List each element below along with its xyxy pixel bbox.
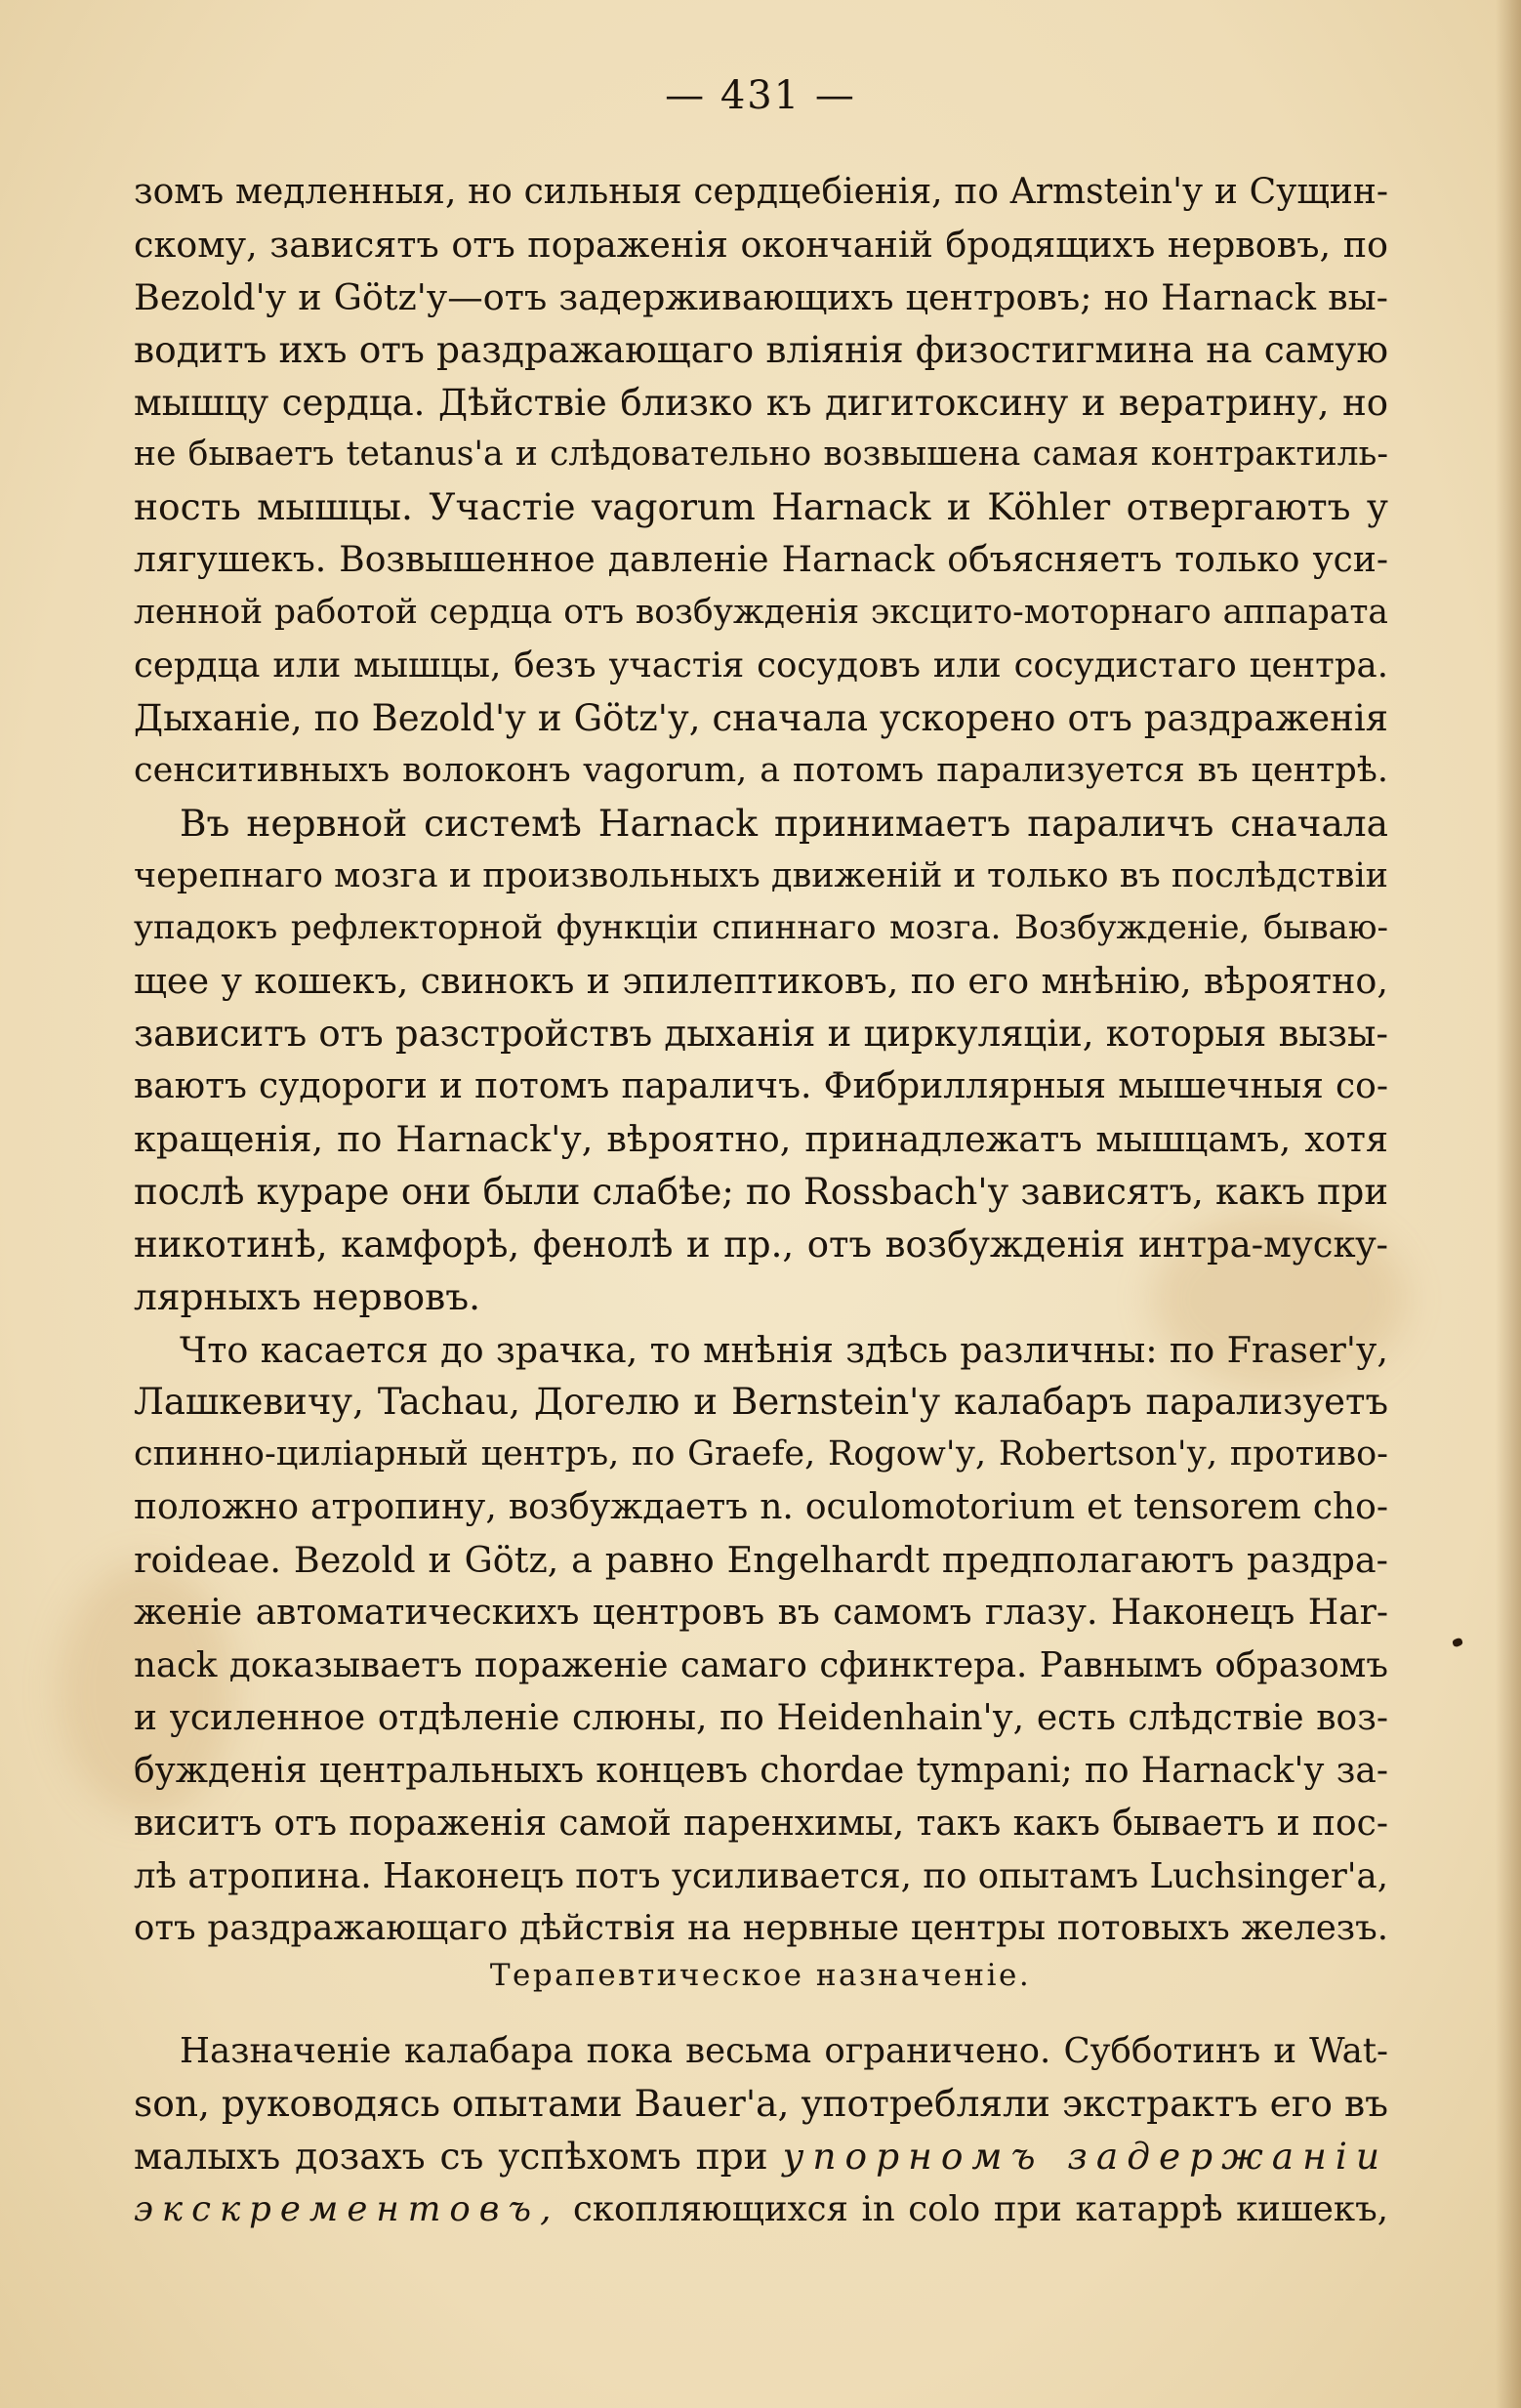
text-line: не бываетъ tetanus'а и слѣдовательно возвышена самая контрактиль- xyxy=(134,435,1388,475)
text-line: Bezold'у и Götz'у—отъ задерживающихъ центровъ; но Harnack вы- xyxy=(134,275,1388,318)
text-line: Лашкевичу, Tachau, Догелю и Bernstein'у калабаръ парализуетъ xyxy=(134,1381,1388,1424)
paragraph-first-line: Въ нервной системѣ Harnack принимаетъ параличъ сначала xyxy=(180,801,1388,845)
text-line: nack доказываетъ пораженіе самаго сфинктера. Равнымъ образомъ xyxy=(134,1644,1388,1685)
text-line: сердца или мышцы, безъ участія сосудовъ или сосудистаго центра. xyxy=(134,645,1388,686)
text-line: виситъ отъ пораженія самой паренхимы, такъ какъ бываетъ и пос- xyxy=(134,1803,1388,1844)
paragraph-first-line: Что касается до зрачка, то мнѣнія здѣсь различны: по Fraser'у, xyxy=(180,1328,1388,1371)
text-line: бужденія центральныхъ концевъ chordae tympani; по Harnack'у за- xyxy=(134,1750,1388,1791)
text-line: сенситивныхъ волоконъ vagorum, а потомъ парализуется въ центрѣ. xyxy=(134,750,1388,790)
text-line: положно атропину, возбуждаетъ n. oculomotorium et tensorem cho- xyxy=(134,1487,1388,1528)
text-line: зависитъ отъ разстройствъ дыханія и циркуляціи, которыя вызы- xyxy=(134,1013,1388,1056)
text-line: зомъ медленныя, но сильныя сердцебіенія, по Armstein'у и Сущин- xyxy=(134,172,1388,212)
text-line: кращенія, по Harnack'у, вѣроятно, принадлежатъ мышцамъ, хотя xyxy=(134,1118,1388,1161)
text-run: малыхъ дозахъ съ успѣхомъ при xyxy=(134,2134,768,2178)
text-line: послѣ кураре они были слабѣе; по Rossbach'у зависятъ, какъ при xyxy=(134,1170,1388,1213)
text-line: мышцу сердца. Дѣйствіе близко къ дигитоксину и вератрину, но xyxy=(134,381,1388,424)
text-line: черепнаго мозга и произвольныхъ движеній и только въ послѣдствіи xyxy=(134,855,1388,895)
text-line xyxy=(134,2183,1388,2236)
text-line: и усиленное отдѣленіе слюны, по Heidenhain'у, есть слѣдствіе воз- xyxy=(134,1697,1388,1738)
text-line: лярныхъ нервовъ. xyxy=(134,1274,481,1318)
text-line: ваютъ судороги и потомъ параличъ. Фибриллярныя мышечныя со- xyxy=(134,1066,1388,1107)
body-text xyxy=(134,166,1388,1955)
text-line: ность мышцы. Участіе vagorum Harnack и Köhler отвергаютъ у xyxy=(134,485,1388,529)
text-line: женіе автоматическихъ центровъ въ самомъ глазу. Наконецъ Har- xyxy=(134,1593,1388,1634)
text-line: водитъ ихъ отъ раздражающаго вліянія физостигмина на самую xyxy=(134,327,1388,371)
page-edge-shadow xyxy=(1496,0,1521,2408)
text-line: спинно-циліарный центръ, по Graefe, Rogow'у, Robertson'у, противо- xyxy=(134,1434,1388,1474)
body-text-section xyxy=(134,2025,1388,2236)
text-line: щее у кошекъ, свинокъ и эпилептиковъ, по его мнѣнію, вѣроятно, xyxy=(134,960,1388,1003)
text-line: roideae. Bezold и Götz, а равно Engelhardt предполагаютъ раздра- xyxy=(134,1539,1388,1582)
text-line: лѣ атропина. Наконецъ потъ усиливается, по опытамъ Luchsinger'а, xyxy=(134,1855,1388,1896)
section-heading: Терапевтическое назначеніе. xyxy=(489,1958,1032,1993)
emphasized-text: упорномъ задержаніи xyxy=(782,2134,1388,2178)
text-line: никотинѣ, камфорѣ, фенолѣ и пр., отъ возбужденія интра-мускy- xyxy=(134,1223,1388,1266)
text-line xyxy=(134,2131,1388,2183)
page-number: — 431 — xyxy=(665,73,856,118)
text-line: лягушекъ. Возвышенное давленіе Harnack объясняетъ только уси- xyxy=(134,540,1388,581)
emphasized-text: экскрементовъ, xyxy=(134,2188,560,2229)
text-line: скому, зависятъ отъ пораженія окончаній бродящихъ нервовъ, по xyxy=(134,223,1388,266)
text-run: скопляющихся in colo при катаррѣ кишекъ, xyxy=(572,2188,1388,2229)
text-line: Дыханіе, по Bezold'у и Götz'у, сначала ускорено отъ раздраженія xyxy=(134,696,1388,739)
ink-speck xyxy=(1452,1638,1463,1648)
text-line: отъ раздражающаго дѣйствія на нервные центры потовыхъ железъ. xyxy=(134,1908,1388,1949)
text-line: son, руководясь опытами Bauer'а, употребляли экстрактъ его въ xyxy=(134,2081,1388,2125)
paragraph-first-line: Назначеніе калабара пока весьма ограничено. Субботинъ и Wat- xyxy=(180,2031,1388,2071)
text-line: ленной работой сердца отъ возбужденія эксцито-моторнаго аппарата xyxy=(134,593,1388,633)
text-line: упадокъ рефлекторной функціи спиннаго мозга. Возбужденіе, бываю- xyxy=(134,908,1388,948)
